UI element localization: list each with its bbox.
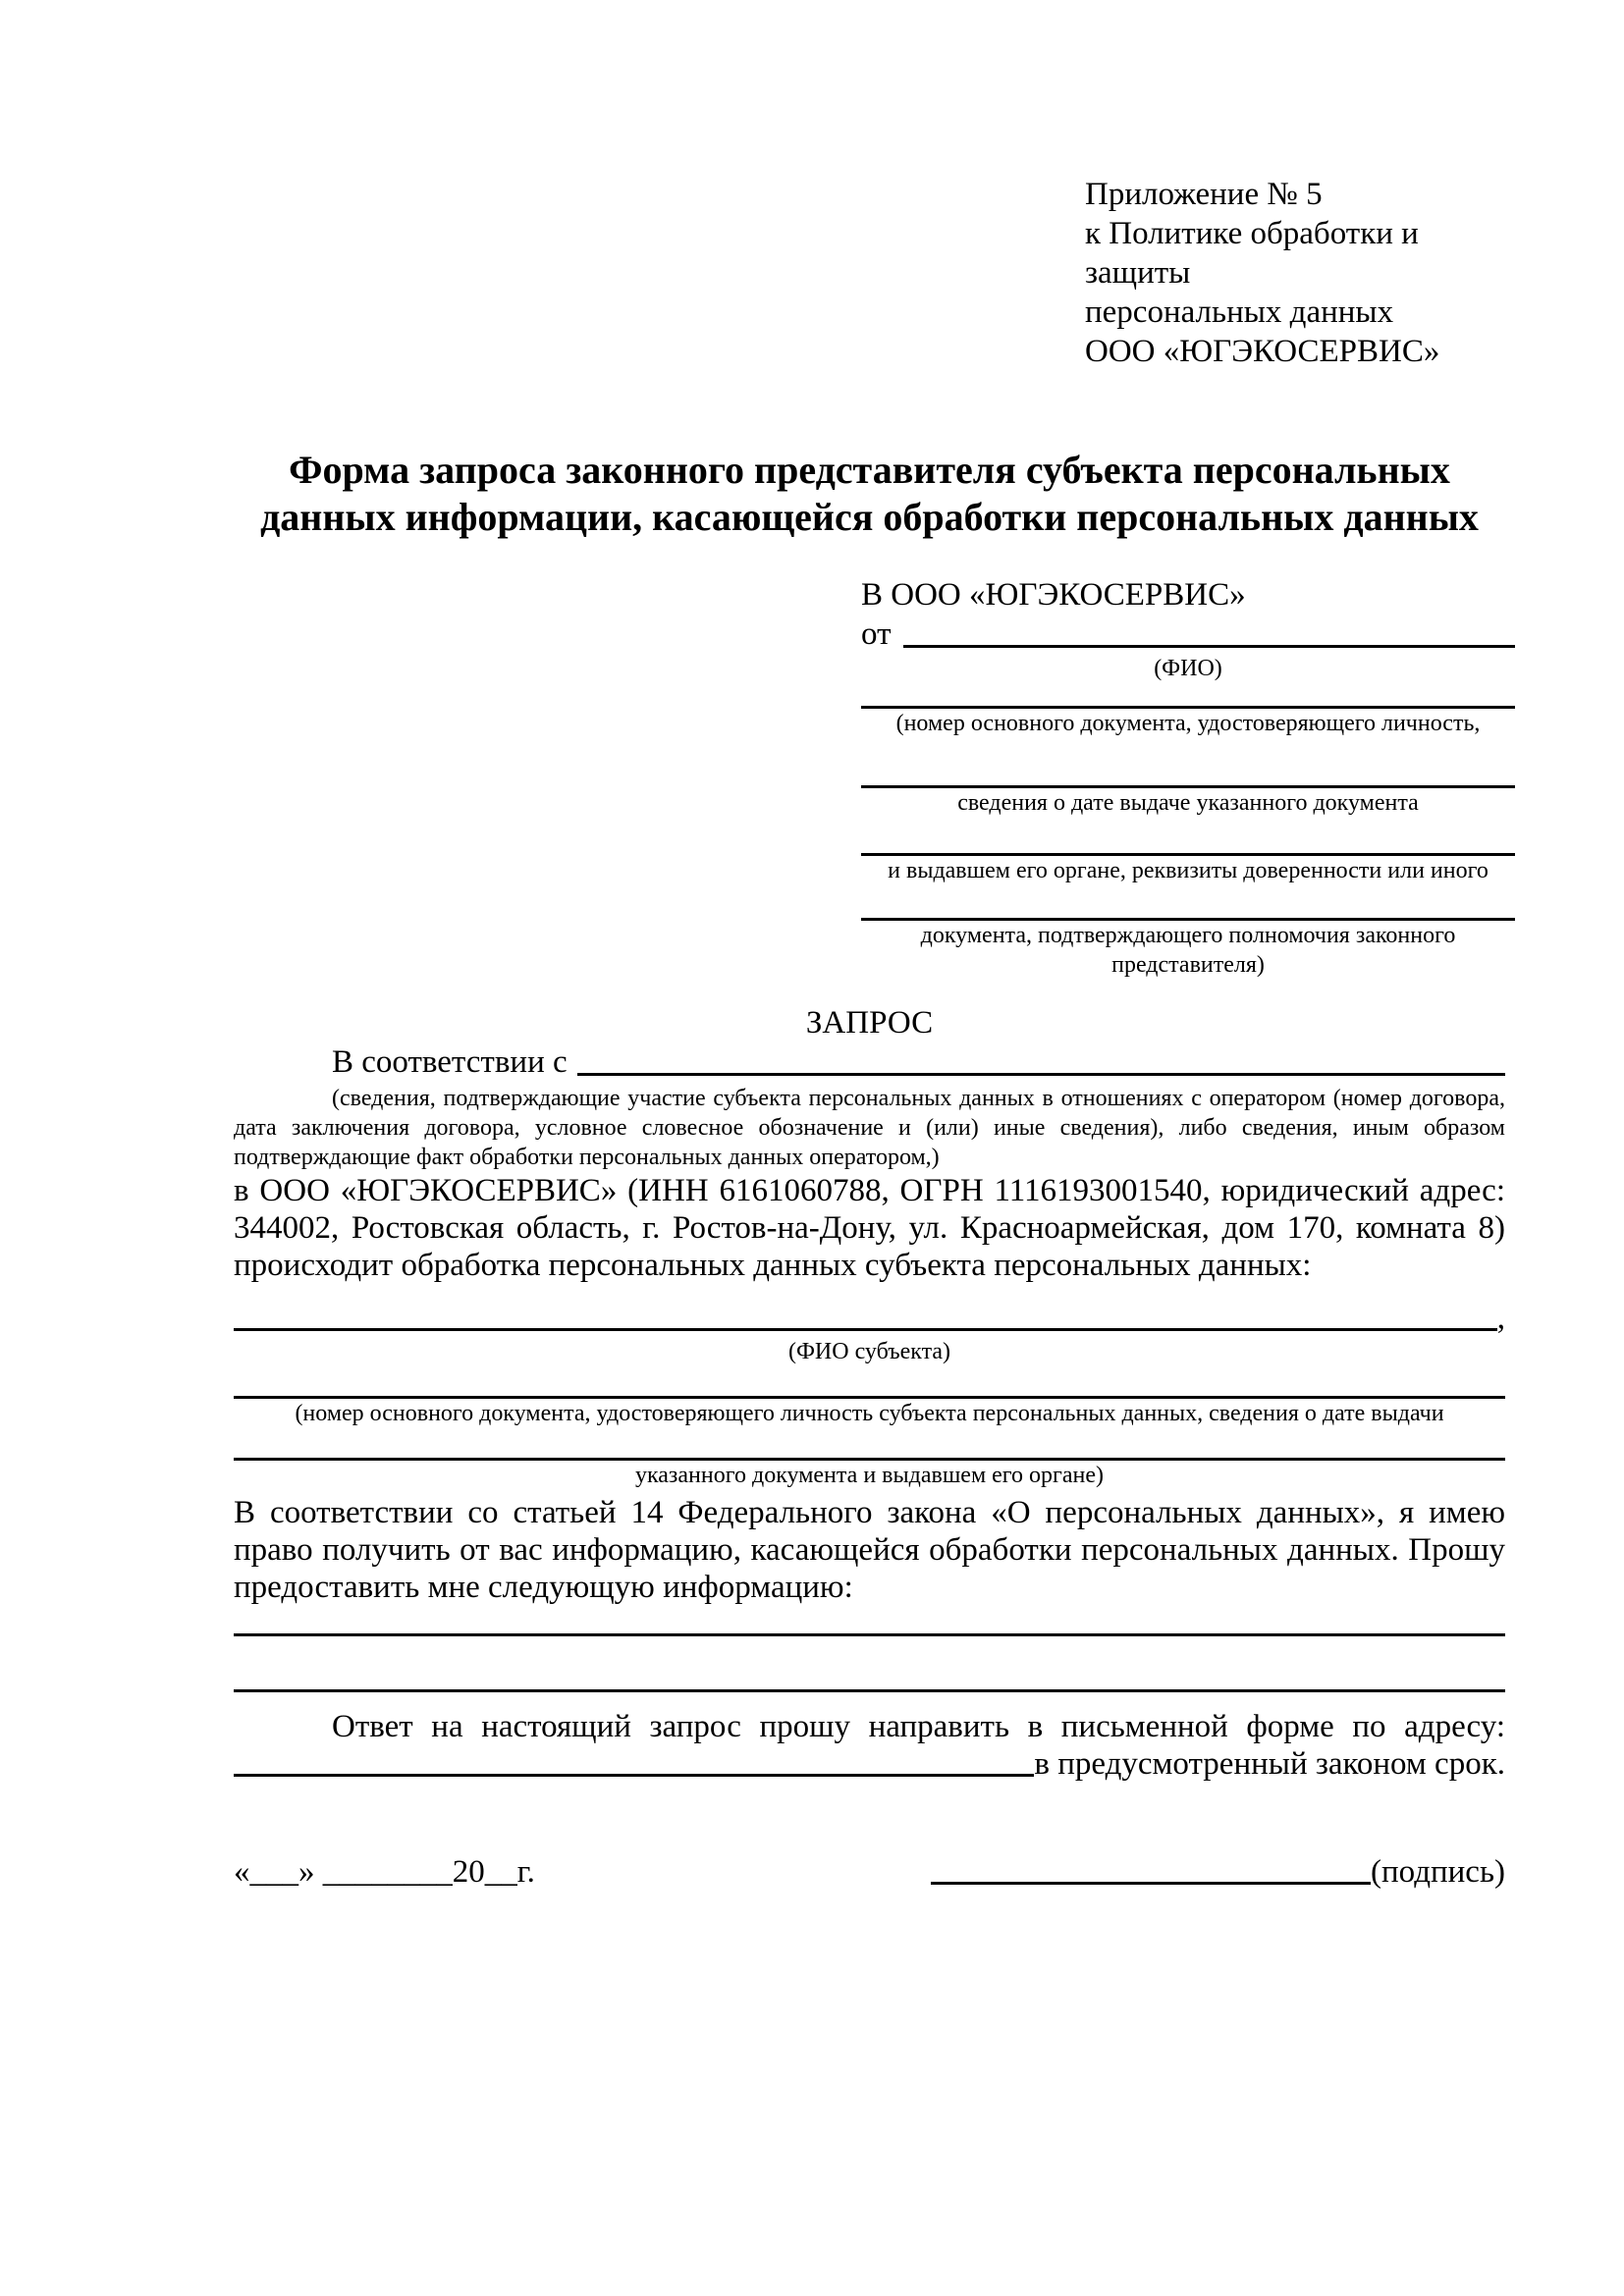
annex-line: персональных данных	[1085, 294, 1394, 330]
intro-caption: (сведения, подтверждающие участие субъекта персональных данных в отношениях с оператором (номер договора, дата заключения договора, условное словесное обозначение и (или) иные сведения), либо сведения, иным образом подтверждающие факт обработки персональных данных оператором,)	[234, 1086, 1505, 1170]
subject-doc-caption: (номер основного документа, удостоверяющего личность субъекта персональных данных, сведения о дате выдачи	[295, 1401, 1444, 1426]
fio-caption: (ФИО)	[1154, 656, 1222, 681]
reply-address-line	[234, 1745, 1505, 1783]
representative-doc-blank-field	[861, 818, 1515, 856]
subject-fio-comma: ,	[1496, 1301, 1505, 1336]
information-blank-field	[234, 1608, 1505, 1636]
signature-caption: (подпись)	[1371, 1854, 1505, 1890]
field-caption: (номер основного документа, удостоверяющего личность,	[895, 711, 1481, 736]
operator-paragraph: в ООО «ЮГЭКОСЕРВИС» (ИНН 6161060788, ОГРН 1116193001540, юридический адрес: 344002, Ростовская область, г. Ростов-на-Дону, ул. Красноармейская, дом 170, комната 8) происходит обработка персональных данных субъекта персональных данных:	[234, 1173, 1505, 1283]
information-blank-field	[234, 1664, 1505, 1692]
reply-tail: в предусмотренный законом срок.	[1034, 1746, 1505, 1782]
annex-line: Приложение № 5	[1085, 177, 1323, 212]
representative-doc-blank-field	[861, 885, 1515, 921]
date-signature-row	[234, 1853, 1505, 1891]
from-line	[861, 614, 1515, 654]
request-heading: ЗАПРОС	[805, 1005, 934, 1041]
annex-line: к Политике обработки и защиты	[1085, 216, 1419, 291]
representative-doc-blank-field	[861, 738, 1515, 788]
reply-paragraph: Ответ на настоящий запрос прошу направить в письменной форме по адресу:	[332, 1709, 1505, 1744]
date-line: «___» ________20__г.	[234, 1854, 535, 1890]
subject-fio-caption: (ФИО субъекта)	[787, 1339, 951, 1364]
subject-doc-blank-field	[234, 1428, 1505, 1461]
subject-fio-line	[234, 1300, 1505, 1337]
annex-reference	[1085, 175, 1505, 371]
signature-group	[931, 1853, 1505, 1891]
signature-blank-field	[931, 1853, 1371, 1885]
from-blank-field	[903, 614, 1516, 648]
field-caption: сведения о дате выдаче указанного документа	[957, 790, 1419, 816]
intro-label: В соответствии с	[332, 1044, 568, 1080]
representative-doc-blank-field	[861, 683, 1515, 709]
subject-doc-caption: указанного документа и выдавшем его органе)	[634, 1463, 1105, 1488]
document-title: Форма запроса законного представителя субъекта персональных данных информации, касающейся обработки персональных данных	[260, 448, 1479, 539]
addressee-block	[861, 575, 1515, 980]
field-caption: документа, подтверждающего полномочия законного представителя)	[920, 923, 1456, 978]
intro-line	[234, 1042, 1505, 1082]
field-caption: и выдавшем его органе, реквизиты доверенности или иного	[888, 858, 1489, 883]
addressee-to: В ООО «ЮГЭКОСЕРВИС»	[861, 577, 1246, 613]
annex-line: ООО «ЮГЭКОСЕРВИС»	[1085, 334, 1440, 369]
from-label: от	[861, 616, 892, 652]
subject-fio-blank-field	[234, 1300, 1497, 1331]
subject-doc-blank-field	[234, 1366, 1505, 1399]
reply-address-blank-field	[234, 1745, 1034, 1777]
intro-blank-field	[577, 1042, 1505, 1076]
law-paragraph: В соответствии со статьей 14 Федерального закона «О персональных данных», я имею право получить от вас информацию, касающейся обработки персональных данных. Прошу предоставить мне следующую информацию:	[234, 1495, 1505, 1605]
